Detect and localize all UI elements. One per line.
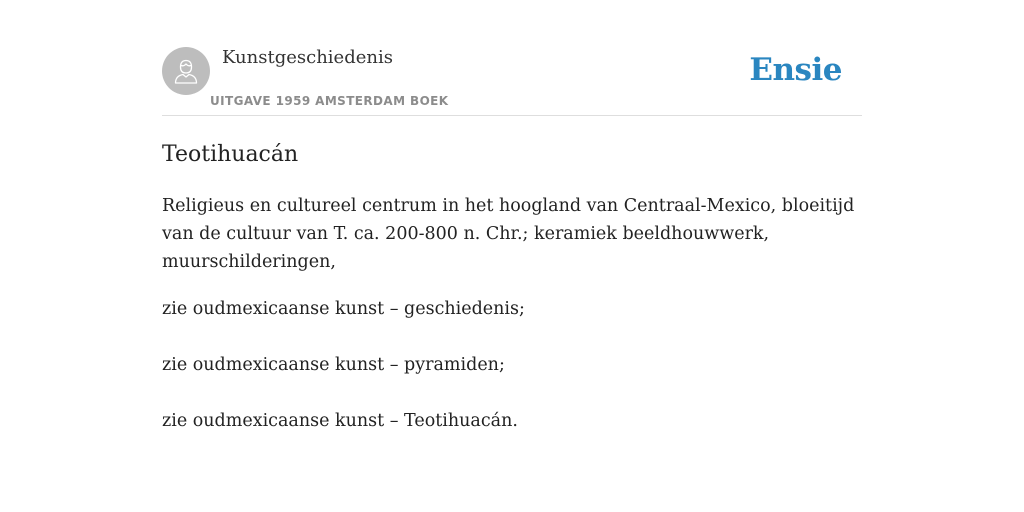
ensie-logo[interactable]: Ensie: [749, 52, 842, 88]
reference-link[interactable]: zie oudmexicaanse kunst – geschiedenis;: [162, 299, 525, 319]
article-body: Religieus en cultureel centrum in het hoogland van Centraal-Mexico, bloeitijd van de cultuur van T. ca. 200-800 n. Chr.; keramiek beeldhouwwerk, muurschilderingen,: [162, 196, 855, 272]
category-link[interactable]: Kunstgeschiedenis: [222, 47, 393, 68]
reference-link[interactable]: zie oudmexicaanse kunst – Teotihuacán.: [162, 411, 518, 431]
edition-label: UITGAVE 1959 AMSTERDAM BOEK: [210, 94, 449, 108]
page: [162, 0, 862, 431]
reference-link[interactable]: zie oudmexicaanse kunst – pyramiden;: [162, 355, 505, 375]
article-title: Teotihuacán: [162, 142, 299, 167]
header: [162, 0, 862, 116]
user-icon: [171, 56, 201, 86]
avatar[interactable]: [162, 47, 210, 95]
